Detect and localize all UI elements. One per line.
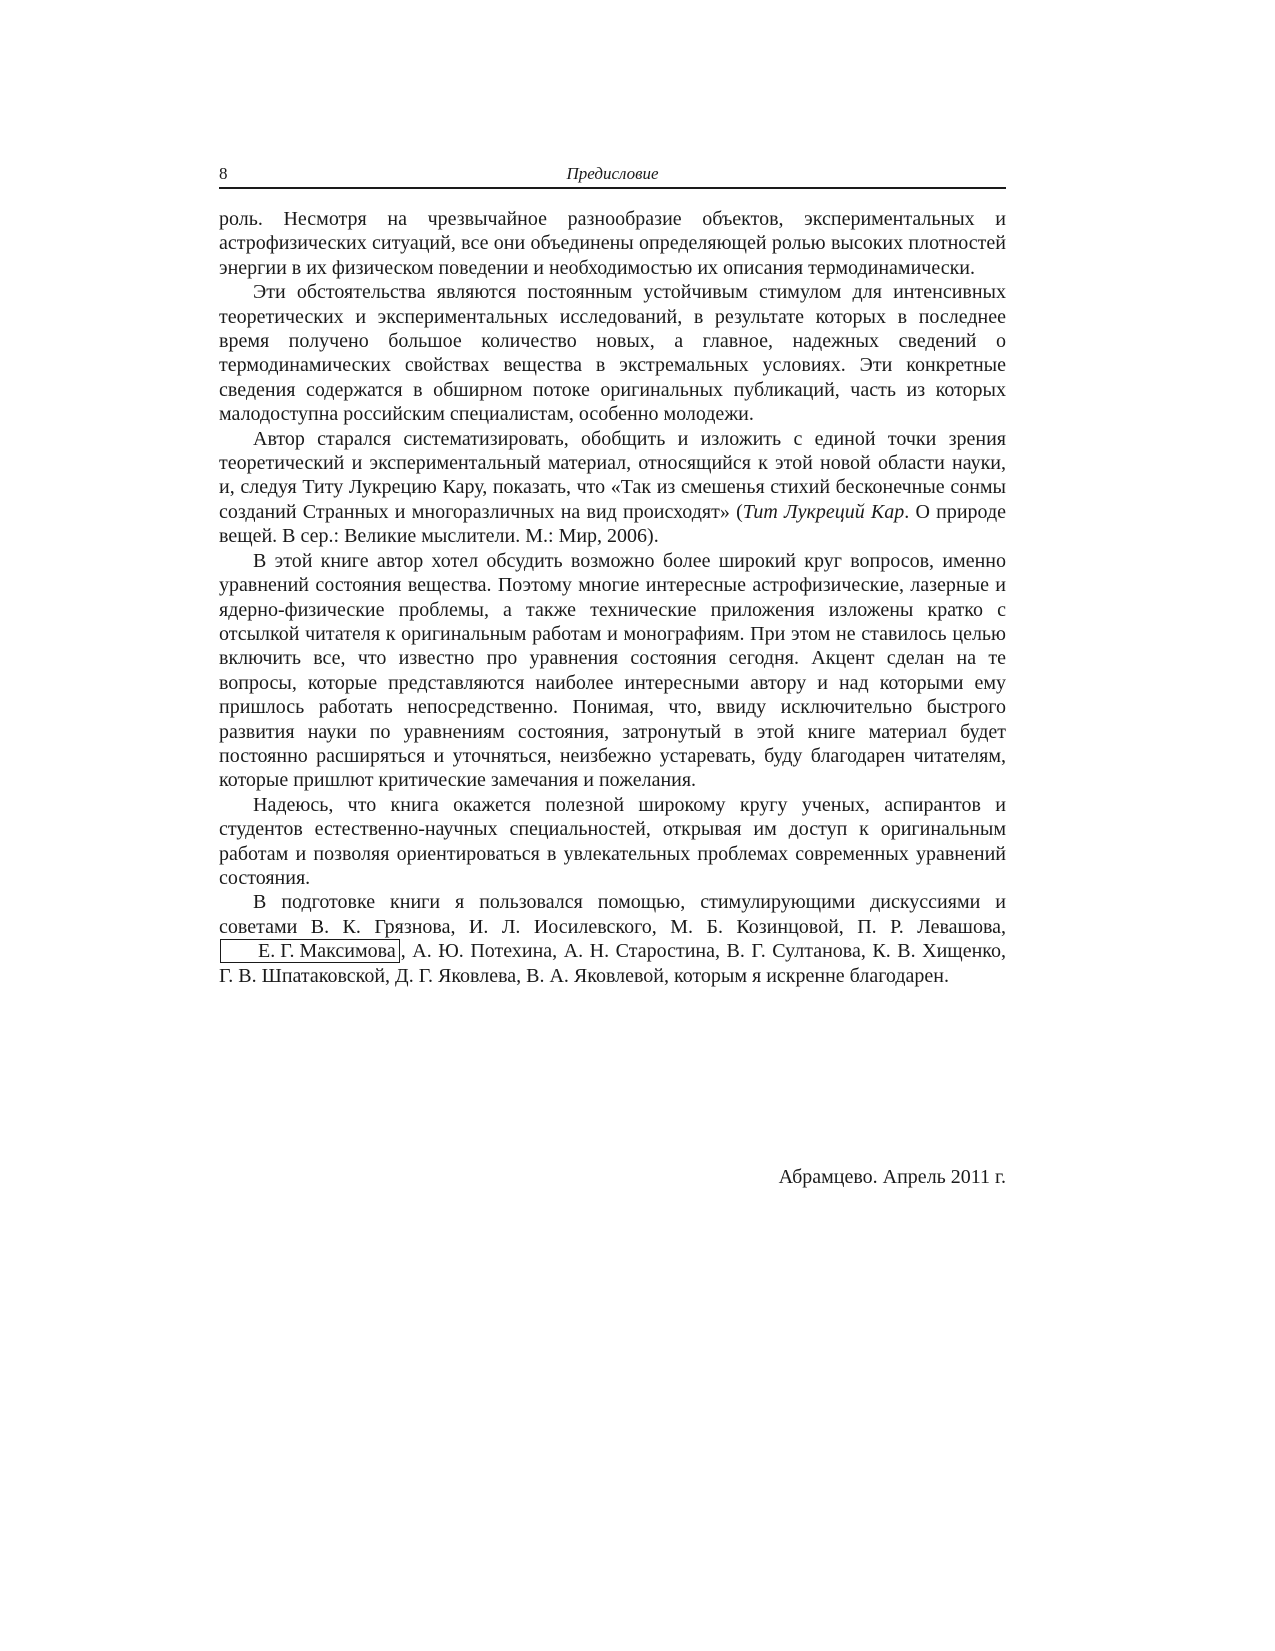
paragraph-6 [219, 890, 1011, 988]
running-head [219, 163, 1006, 189]
paragraph-5: Надеюсь, что книга окажется полезной широкому кругу ученых, аспирантов и студентов естественно-научных специальностей, открывая им доступ к оригинальным работам и позволяя ориентироваться в увлекательных проблемах современных уравнений состояния. [219, 793, 1006, 889]
signature-place-date: Абрамцево. Апрель 2011 г. [778, 1166, 1006, 1188]
paragraph-3-text-end: . О природе вещей. В сер.: Великие мыслители. М.: Мир, 2006). [219, 500, 1011, 548]
paragraph-6-text-end: , А. Ю. Потехина, А. Н. Старостина, В. Г. Султанова, К. В. Хищенко, Г. В. Шпатаковской, Д. Г. Яковлева, В. А. Яковлевой, которым я искренне благодарен. [219, 940, 1011, 987]
body-text [219, 207, 1011, 988]
memorial-name-box: Е. Г. Максимова [220, 939, 400, 963]
paragraph-1: роль. Несмотря на чрезвычайное разнообразие объектов, экспериментальных и астрофизических ситуаций, все они объединены определяющей ролью высоких плотностей энергии в их физическом поведении и необходимостью их описания термодинамически. [219, 208, 1006, 279]
citation-author: Тит Лукреций Кар [742, 500, 905, 523]
paragraph-3-text: Автор старался систематизировать, обобщить и изложить с единой точки зрения теоретический и экспериментальный материал, относящийся к этой новой области науки, и, следуя Титу Лукрецию Кару, показать, что «Так из смешенья стихий бесконечные сонмы созданий Странных и многоразличных на вид происходят» ( [219, 427, 1011, 523]
page-number: 8 [219, 164, 228, 183]
paragraph-6-text: В подготовке книги я пользовался помощью, стимулирующими дискуссиями и советами В. К. Грязнова, И. Л. Иосилевского, М. Б. Козинцовой, П. Р. Левашова, [219, 891, 1011, 938]
paragraph-3 [219, 427, 1011, 549]
paragraph-2: Эти обстоятельства являются постоянным устойчивым стимулом для интенсивных теоретических и экспериментальных исследований, в результате которых в последнее время получено большое количество новых, а главное, надежных сведений о термодинамических свойствах вещества в экстремальных условиях. Эти конкретные сведения содержатся в обширном потоке оригинальных публикаций, часть из которых малодоступна российским специалистам, особенно молодежи. [219, 281, 1006, 426]
paragraph-4: В этой книге автор хотел обсудить возможно более широкий круг вопросов, именно уравнений состояния вещества. Поэтому многие интересные астрофизические, лазерные и ядерно-физические проблемы, а также технические приложения изложены кратко с отсылкой читателя к оригинальным работам и монографиям. При этом не ставилось целью включить все, что известно про уравнения состояния сегодня. Акцент сделан на те вопросы, которые представляются наиболее интересными автору и над которыми ему пришлось работать непосредственно. Понимая, что, ввиду исключительно быстрого развития науки по уравнениям состояния, затронутый в этой книге материал будет постоянно расширяться и уточняться, неизбежно устаревать, буду благодарен читателям, которые пришлют критические замечания и пожелания. [219, 549, 1006, 792]
section-title: Предисловие [566, 164, 659, 183]
